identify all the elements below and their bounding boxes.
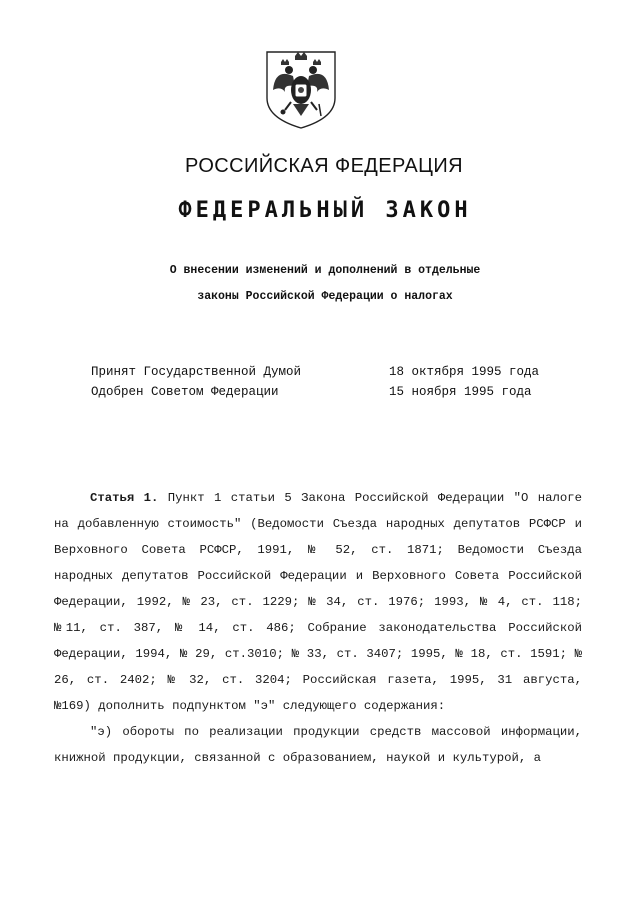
- adoption-body: Принят Государственной Думой: [91, 365, 302, 379]
- article-quote: "э) обороты по реализации продукции средств массовой информации, книжной продукции, связанной с образованием, наукой и культурой, а: [54, 725, 582, 765]
- adoption-row-council: [91, 382, 561, 402]
- country-heading: РОССИЙСКАЯ ФЕДЕРАЦИЯ: [185, 155, 463, 177]
- subject-line-2: законы Российской Федерации о налогах: [197, 290, 453, 303]
- article-1-paragraph: [54, 485, 582, 719]
- russian-coat-of-arms-icon: [261, 46, 341, 132]
- law-subject: [0, 258, 640, 310]
- subject-line-1: О внесении изменений и дополнений в отдельные: [169, 264, 481, 277]
- law-type-title: ФЕДЕРАЛЬНЫЙ ЗАКОН: [178, 198, 472, 223]
- adoption-body: Одобрен Советом Федерации: [91, 385, 279, 399]
- adoption-date: 18 октября 1995 года: [389, 365, 540, 379]
- article-text: Пункт 1 статьи 5 Закона Российской Федерации "О налоге на добавленную стоимость" (Ведомости Съезда народных депутатов РСФСР и Верховного Совета РСФСР, 1991, № 52, ст. 1871; Ведомости Съезда народных депутатов Российской Федерации и Верховного Совета Российской Федерации, 1992, № 23, ст. 1229; № 34, ст. 1976; 1993, № 4, ст. 118; №11, ст. 387, № 14, ст. 486; Собрание законодательства Российской Федерации, 1994, № 29, ст.3010; № 33, ст. 3407; 1995, № 18, ст. 1591; № 26, ст. 2402; № 32, ст. 3204; Российская газета, 1995, 31 августа, №169) дополнить подпунктом "э" следующего содержания:: [54, 491, 582, 713]
- adoption-block: [91, 362, 561, 402]
- article-1: [54, 485, 582, 771]
- adoption-date: 15 ноября 1995 года: [389, 385, 532, 399]
- adoption-row-duma: [91, 362, 561, 382]
- article-label: Статья 1.: [90, 491, 159, 505]
